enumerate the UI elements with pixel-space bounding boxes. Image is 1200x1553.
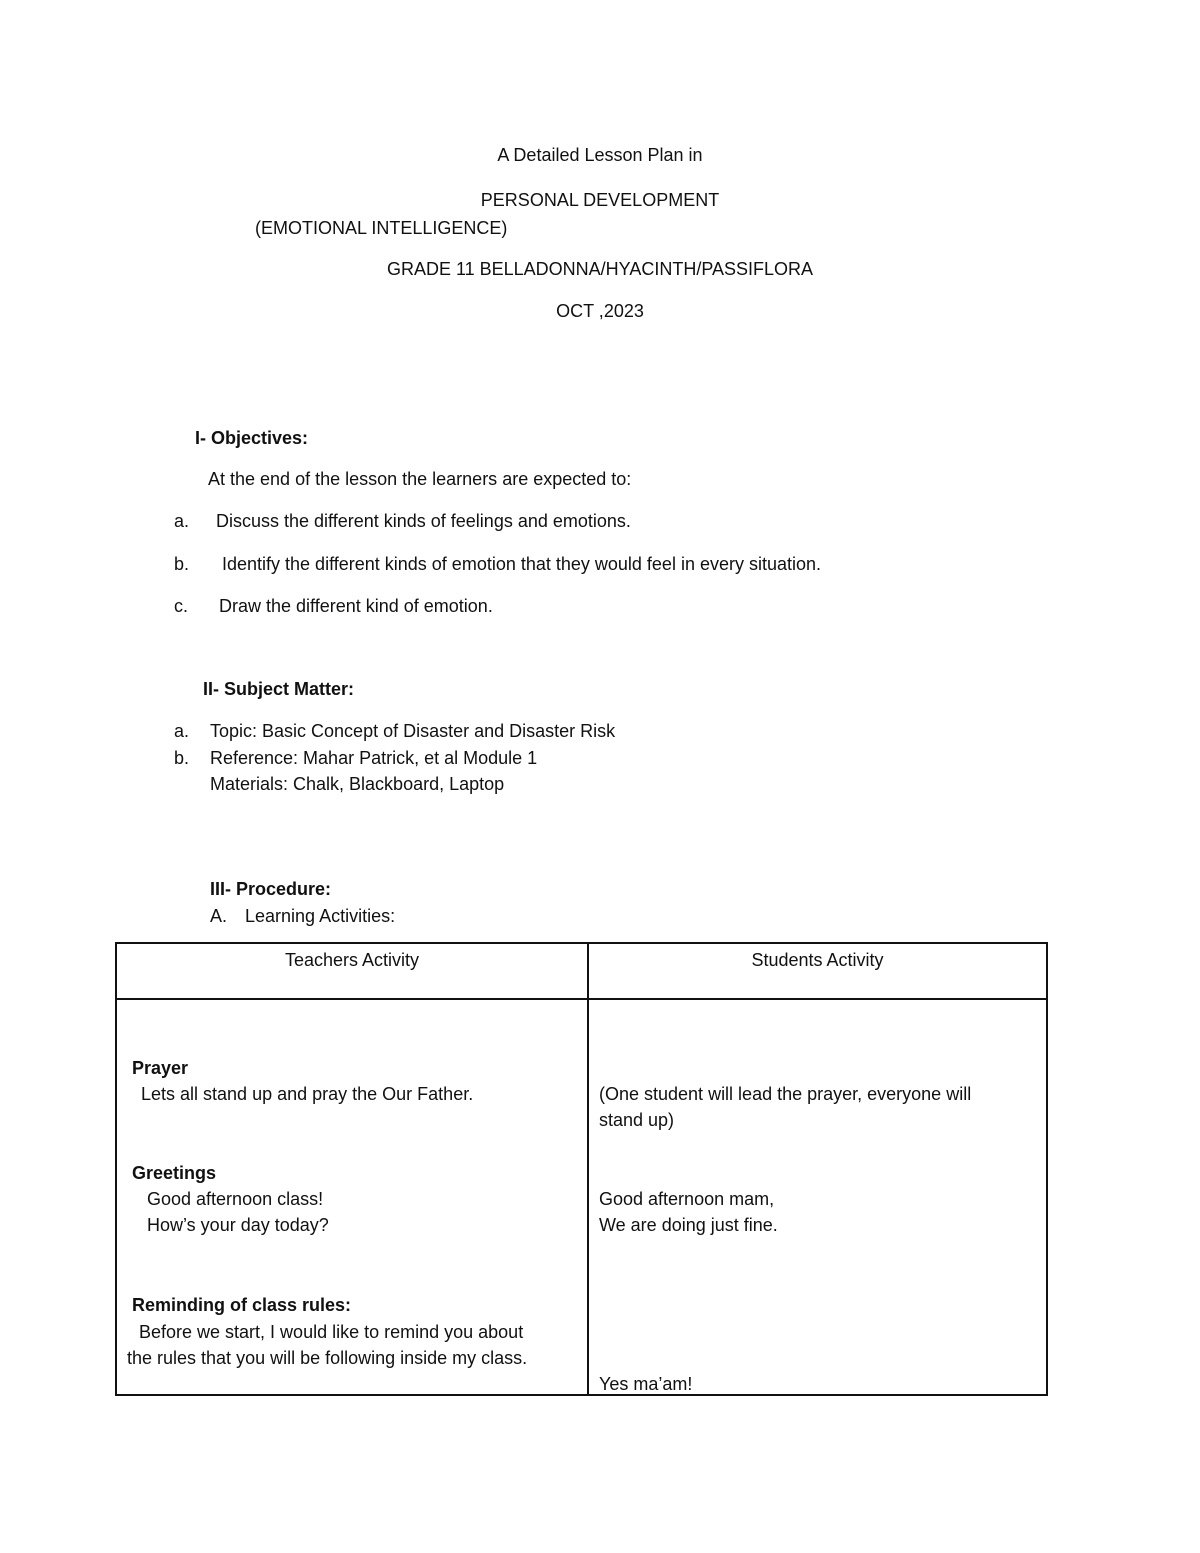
students-activity-header: Students Activity [751, 950, 884, 970]
rules-teacher-line1: Before we start, I would like to remind you about [139, 1322, 524, 1342]
objectives-heading: I- Objectives: [195, 428, 309, 448]
subject-materials: Materials: Chalk, Blackboard, Laptop [210, 774, 505, 794]
rules-teacher-line2: the rules that you will be following inside my class. [127, 1348, 528, 1368]
grade-sections: GRADE 11 BELLADONNA/HYACINTH/PASSIFLORA [386, 259, 814, 279]
activities-table [115, 942, 1048, 1396]
greetings-student-line2: We are doing just fine. [599, 1215, 778, 1235]
subject-reference: Reference: Mahar Patrick, et al Module 1 [210, 748, 538, 768]
procedure-sub-marker: A. [210, 906, 228, 926]
table-column-divider [587, 944, 589, 1394]
greetings-teacher-line2: How’s your day today? [147, 1215, 329, 1235]
prayer-teacher-text: Lets all stand up and pray the Our Father. [141, 1084, 474, 1104]
greetings-student-line1: Good afternoon mam, [599, 1189, 775, 1209]
subject-title: PERSONAL DEVELOPMENT [480, 190, 720, 210]
prayer-student-text-line1: (One student will lead the prayer, everyone will [599, 1084, 972, 1104]
subject-marker: b. [174, 748, 190, 768]
objective-item: Draw the different kind of emotion. [219, 596, 493, 616]
date: OCT ,2023 [556, 301, 644, 321]
objectives-intro: At the end of the lesson the learners are expected to: [208, 469, 632, 489]
prayer-student-text-line2: stand up) [599, 1110, 675, 1130]
subject-matter-heading: II- Subject Matter: [203, 679, 355, 699]
objective-item: Discuss the different kinds of feelings and emotions. [216, 511, 631, 531]
objective-marker: b. [174, 554, 190, 574]
prayer-title: Prayer [132, 1058, 189, 1078]
subject-topic: Topic: Basic Concept of Disaster and Disaster Risk [210, 721, 616, 741]
objective-marker: c. [174, 596, 189, 616]
greetings-teacher-line1: Good afternoon class! [147, 1189, 324, 1209]
subject-marker: a. [174, 721, 190, 741]
procedure-heading: III- Procedure: [210, 879, 332, 899]
teachers-activity-header: Teachers Activity [284, 950, 420, 970]
greetings-title: Greetings [132, 1163, 217, 1183]
rules-title: Reminding of class rules: [132, 1295, 352, 1315]
procedure-sub-heading: Learning Activities: [245, 906, 396, 926]
table-header-divider [117, 998, 1046, 1000]
doc-title: A Detailed Lesson Plan in [497, 145, 703, 165]
subject-subtitle: (EMOTIONAL INTELLIGENCE) [255, 218, 508, 238]
objective-item: Identify the different kinds of emotion that they would feel in every situation. [222, 554, 822, 574]
rules-student-text: Yes ma’am! [599, 1374, 693, 1394]
objective-marker: a. [174, 511, 190, 531]
